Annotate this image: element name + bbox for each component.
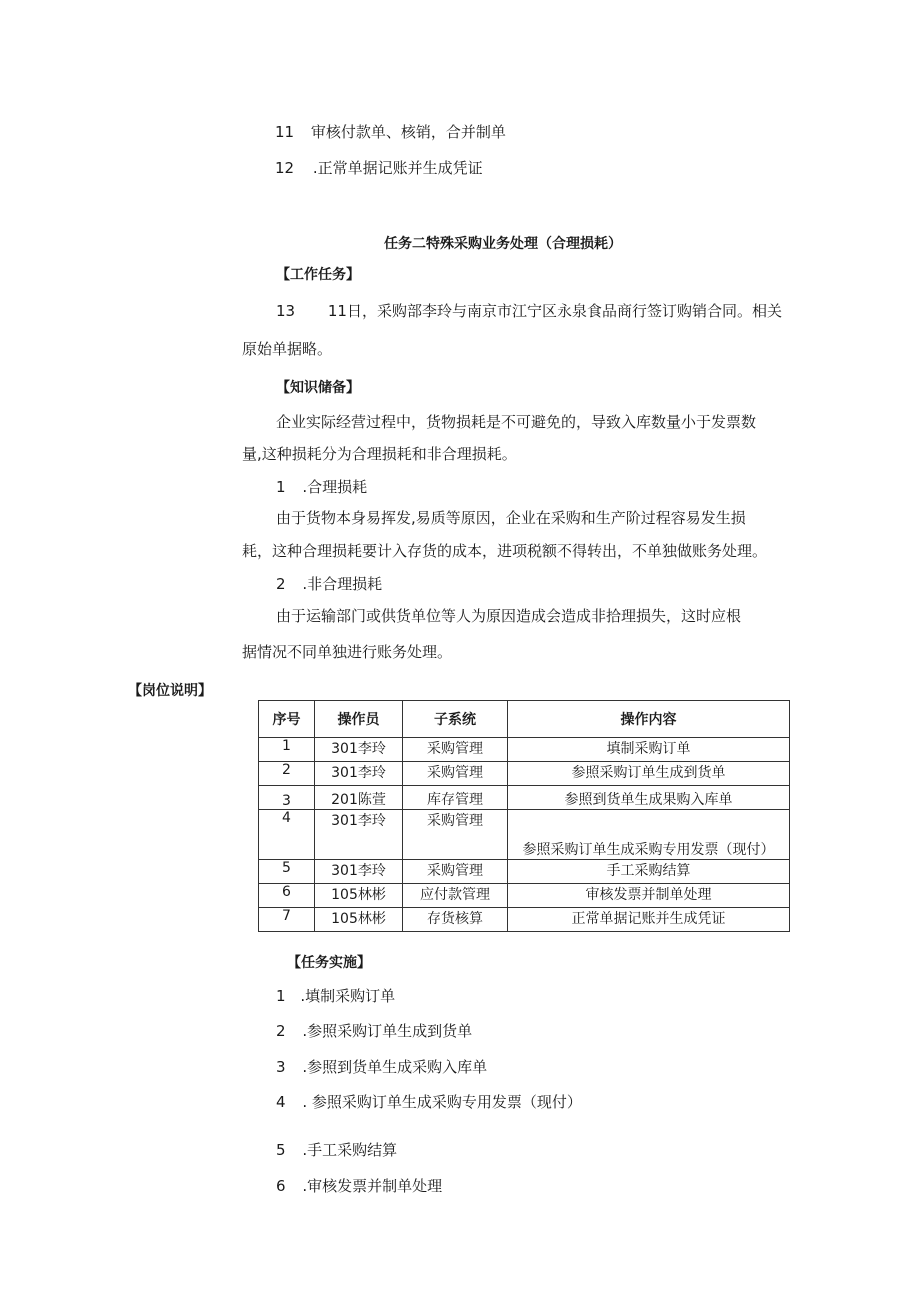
knowledge-intro-line1: 企业实际经营过程中，货物损耗是不可避免的，导致入库数量小于发票数 [276, 413, 757, 431]
list-item-text: .正常单据记账并生成凭证 [312, 159, 483, 177]
table-row [259, 860, 790, 884]
list-item-text: 审核付款单、核销，合并制单 [310, 123, 506, 141]
list-item-number: 11 [275, 123, 295, 141]
cell-content: 正常单据记账并生成凭证 [508, 908, 790, 932]
list-item-number: 1 [276, 987, 286, 1005]
list-item [276, 1020, 472, 1041]
post-table [258, 700, 790, 932]
knowledge-item1-line2: 耗，这种合理损耗要计入存货的成本，进项税额不得转出，不单独做账务处理。 [242, 542, 768, 560]
list-item-number: 4 [276, 1093, 286, 1111]
cell-operator: 301李玲 [315, 762, 403, 786]
list-item [275, 157, 483, 178]
knowledge-item1-number: 1 [276, 478, 286, 496]
post-header: 【岗位说明】 [128, 683, 212, 699]
cell-operator: 301李玲 [315, 860, 403, 884]
work-task-line1 [276, 300, 782, 321]
column-header-operator: 操作员 [315, 701, 403, 738]
column-header-subsystem: 子系统 [403, 701, 508, 738]
column-header-content: 操作内容 [508, 701, 790, 738]
cell-operator: 201陈萱 [315, 786, 403, 810]
task-title: 任务二特殊采购业务处理（合理损耗） [384, 236, 622, 252]
cell-seq: 4 [259, 810, 315, 860]
list-item-number: 6 [276, 1177, 286, 1195]
table-row [259, 786, 790, 810]
knowledge-item2-title [276, 573, 382, 594]
table-row [259, 908, 790, 932]
knowledge-item2-label: .非合理损耗 [302, 575, 383, 593]
cell-operator: 301李玲 [315, 810, 403, 860]
cell-seq: 2 [259, 762, 315, 786]
cell-content: 审核发票并制单处理 [508, 884, 790, 908]
table-row [259, 762, 790, 786]
table-header-row [259, 701, 790, 738]
list-item-text: .参照到货单生成采购入库单 [302, 1058, 488, 1076]
cell-subsystem: 应付款管理 [403, 884, 508, 908]
list-item [275, 121, 506, 142]
knowledge-intro-line2: 量,这种损耗分为合理损耗和非合理损耗。 [242, 445, 517, 463]
knowledge-item1-label: .合理损耗 [302, 478, 368, 496]
list-item [276, 1056, 487, 1077]
table-row [259, 810, 790, 860]
list-item [276, 1091, 582, 1112]
work-task-number: 13 [276, 302, 296, 320]
cell-seq: 6 [259, 884, 315, 908]
work-task-text: 11日，采购部李玲与南京市江宁区永泉食品商行签订购销合同。相关 [327, 302, 782, 320]
knowledge-item1-line1: 由于货物本身易挥发,易质等原因，企业在采购和生产阶过程容易发生损 [276, 509, 746, 527]
cell-subsystem: 采购管理 [403, 860, 508, 884]
cell-seq: 5 [259, 860, 315, 884]
table-row [259, 884, 790, 908]
list-item [276, 985, 395, 1006]
cell-seq: 3 [259, 786, 315, 810]
knowledge-item2-number: 2 [276, 575, 286, 593]
cell-content: 手工采购结算 [508, 860, 790, 884]
list-item-number: 2 [276, 1022, 286, 1040]
implementation-header: 【任务实施】 [287, 955, 371, 971]
cell-operator: 105林彬 [315, 908, 403, 932]
cell-content: 填制采购订单 [508, 738, 790, 762]
cell-operator: 105林彬 [315, 884, 403, 908]
cell-subsystem: 采购管理 [403, 738, 508, 762]
list-item [276, 1175, 442, 1196]
column-header-seq: 序号 [259, 701, 315, 738]
cell-content: 参照采购订单生成到货单 [508, 762, 790, 786]
cell-subsystem: 存货核算 [403, 908, 508, 932]
list-item-number: 5 [276, 1141, 286, 1159]
list-item-text: .审核发票并制单处理 [302, 1177, 443, 1195]
cell-content: 参照采购订单生成采购专用发票（现付） [508, 810, 790, 860]
cell-seq: 1 [259, 738, 315, 762]
cell-content: 参照到货单生成果购入库单 [508, 786, 790, 810]
knowledge-header: 【知识储备】 [276, 380, 360, 396]
list-item-text: .填制采购订单 [300, 987, 396, 1005]
knowledge-item1-title [276, 476, 367, 497]
list-item-number: 3 [276, 1058, 286, 1076]
list-item-text: . 参照采购订单生成采购专用发票（现付） [302, 1093, 582, 1111]
cell-subsystem: 库存管理 [403, 786, 508, 810]
list-item-text: .参照采购订单生成到货单 [302, 1022, 473, 1040]
cell-seq: 7 [259, 908, 315, 932]
cell-subsystem: 采购管理 [403, 762, 508, 786]
work-task-line2: 原始单据略。 [242, 340, 333, 358]
work-task-header: 【工作任务】 [276, 267, 360, 283]
cell-operator: 301李玲 [315, 738, 403, 762]
list-item [276, 1139, 397, 1160]
knowledge-item2-line2: 据情况不同单独进行账务处理。 [242, 643, 453, 661]
list-item-text: .手工采购结算 [302, 1141, 398, 1159]
knowledge-item2-line1: 由于运输部门或供货单位等人为原因造成会造成非拾理损失，这时应根 [276, 607, 742, 625]
table-row [259, 738, 790, 762]
list-item-number: 12 [275, 159, 295, 177]
cell-subsystem: 采购管理 [403, 810, 508, 860]
